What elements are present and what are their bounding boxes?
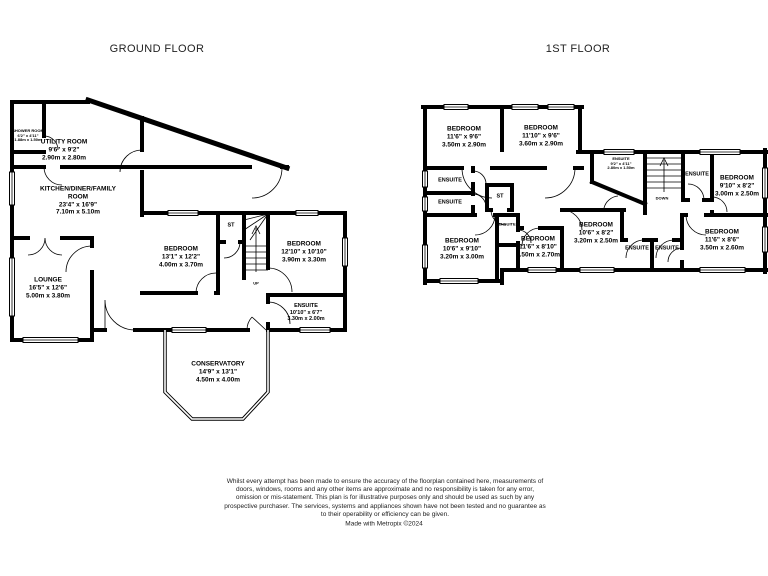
room-dim-metric: 7.10m x 5.10m xyxy=(55,208,101,216)
stairs-up-label: UP xyxy=(253,280,259,286)
room-label-ensuite-top xyxy=(607,157,634,171)
room-label-utility xyxy=(41,138,87,161)
room-dim-imperial: 23'4" x 16'9" xyxy=(58,201,98,208)
room-name: KITCHEN/DINER/FAMILY ROOM xyxy=(40,185,116,201)
room-name: BEDROOM xyxy=(445,237,479,245)
room-label-lounge xyxy=(26,276,70,299)
room-dim-metric: 3.30m x 2.00m xyxy=(287,316,325,323)
room-dim-metric: 4.50m x 4.00m xyxy=(195,375,241,383)
room-label-ensuite-stair: ENSUITE xyxy=(685,171,709,178)
room-label-store-ground: ST xyxy=(227,222,235,229)
room-name: ENSUITE xyxy=(294,303,318,310)
room-dim-metric: 3.90m x 3.30m xyxy=(281,255,327,263)
room-dim-imperial: 9'2" x 4'11" xyxy=(610,160,632,166)
room-name: BEDROOM xyxy=(287,240,321,248)
room-dim-imperial: 9'10" x 8'2" xyxy=(719,182,755,190)
first-floor-title: 1ST FLOOR xyxy=(545,43,611,55)
ground-stairs xyxy=(244,214,268,272)
room-name: BEDROOM xyxy=(705,228,739,236)
disclaimer-text: Whilst every attempt has been made to ensure the accuracy of the floorplan contained here, measurements of doors, windows, rooms and any other items are approximate and no responsibility is taken for any error, omission or mis-statement. This plan is for illustrative purposes only and should be used as such by any prospective purchaser. The services, systems and appliances shown have not been tested and no guarantee as to their operability or efficiency can be given. xyxy=(224,478,546,518)
room-label-store-first: ST xyxy=(496,193,504,200)
room-name: BEDROOM xyxy=(521,235,555,243)
room-dim-imperial: 11'6" x 9'6" xyxy=(446,133,482,141)
room-dim-imperial: 11'6" x 8'6" xyxy=(704,236,740,244)
room-name: BEDROOM xyxy=(524,124,558,132)
room-label-ensuite-l2: ENSUITE xyxy=(438,199,462,206)
room-name: BEDROOM xyxy=(579,221,613,229)
room-label-ensuite-l1: ENSUITE xyxy=(438,177,462,184)
metropix-credit: Made with Metropix ©2024 xyxy=(345,520,423,528)
room-dim-imperial: 10'10" x 6'7" xyxy=(289,309,323,316)
room-name: BEDROOM xyxy=(720,174,754,182)
first-stairs xyxy=(645,158,684,192)
room-name: ENSUITE xyxy=(612,156,630,162)
ground-floor-title: GROUND FLOOR xyxy=(109,43,205,55)
room-label-ensuite-ground xyxy=(287,303,324,323)
room-dim-imperial: 16'5" x 12'6" xyxy=(28,284,68,292)
room-dim-imperial: 13'1" x 12'2" xyxy=(161,253,201,261)
room-label-bedroom1 xyxy=(159,245,203,268)
room-dim-metric: 2.90m x 2.80m xyxy=(41,153,87,161)
room-dim-metric: 3.20m x 2.50m xyxy=(573,236,619,244)
room-dim-metric: 4.00m x 3.70m xyxy=(158,260,204,268)
room-label-bedroom-r xyxy=(715,174,759,197)
room-dim-metric: 1.88m x 1.50m xyxy=(14,137,42,143)
room-dim-imperial: 12'10" x 10'10" xyxy=(281,248,327,256)
room-label-bedroom-bl xyxy=(440,237,484,260)
room-dim-imperial: 10'6" x 9'10" xyxy=(442,245,482,253)
room-dim-metric: 3.20m x 3.00m xyxy=(439,252,485,260)
room-dim-metric: 3.50m x 2.60m xyxy=(699,243,745,251)
room-dim-imperial: 9'6" x 9'2" xyxy=(48,146,80,154)
room-label-kitchen xyxy=(34,185,122,216)
room-name: UTILITY ROOM xyxy=(40,138,88,146)
room-dim-metric: 3.60m x 2.90m xyxy=(518,139,564,147)
room-label-bedroom-m xyxy=(574,221,618,244)
stairs-down-label: DOWN xyxy=(655,195,669,201)
room-dim-metric: 3.50m x 2.90m xyxy=(441,140,487,148)
room-label-shower xyxy=(12,129,44,143)
room-dim-metric: 3.00m x 2.50m xyxy=(714,189,760,197)
room-name: LOUNGE xyxy=(34,276,62,284)
room-dim-imperial: 6'2" x 4'11" xyxy=(17,132,39,138)
room-name: BEDROOM xyxy=(447,125,481,133)
room-label-conservatory xyxy=(191,360,244,383)
room-dim-imperial: 10'6" x 8'2" xyxy=(578,229,614,237)
room-name: SHOWER ROOM xyxy=(12,128,44,134)
room-label-bedroom-bm xyxy=(516,235,560,258)
room-dim-metric: 5.00m x 3.80m xyxy=(25,291,71,299)
room-label-bedroom-tm xyxy=(519,124,563,147)
room-dim-imperial: 11'10" x 9'6" xyxy=(522,132,560,140)
room-label-bedroom-br xyxy=(700,228,744,251)
room-dim-imperial: 14'9" x 13'1" xyxy=(198,368,238,376)
room-name: CONSERVATORY xyxy=(191,360,245,368)
room-label-bedroom2 xyxy=(281,240,326,263)
room-dim-metric: 2.80m x 1.50m xyxy=(607,165,635,171)
room-label-ensuite-b2: ENSUITE xyxy=(655,245,679,252)
room-label-ensuite-b1: ENSUITE xyxy=(625,245,649,252)
room-dim-imperial: 11'6" x 8'10" xyxy=(519,243,557,251)
room-dim-metric: 3.50m x 2.70m xyxy=(515,250,561,258)
window-symbols xyxy=(10,105,768,343)
room-name: BEDROOM xyxy=(164,245,198,253)
room-label-bedroom-tl xyxy=(442,125,486,148)
room-label-ensuite-mid: ENSUITE xyxy=(498,221,516,227)
